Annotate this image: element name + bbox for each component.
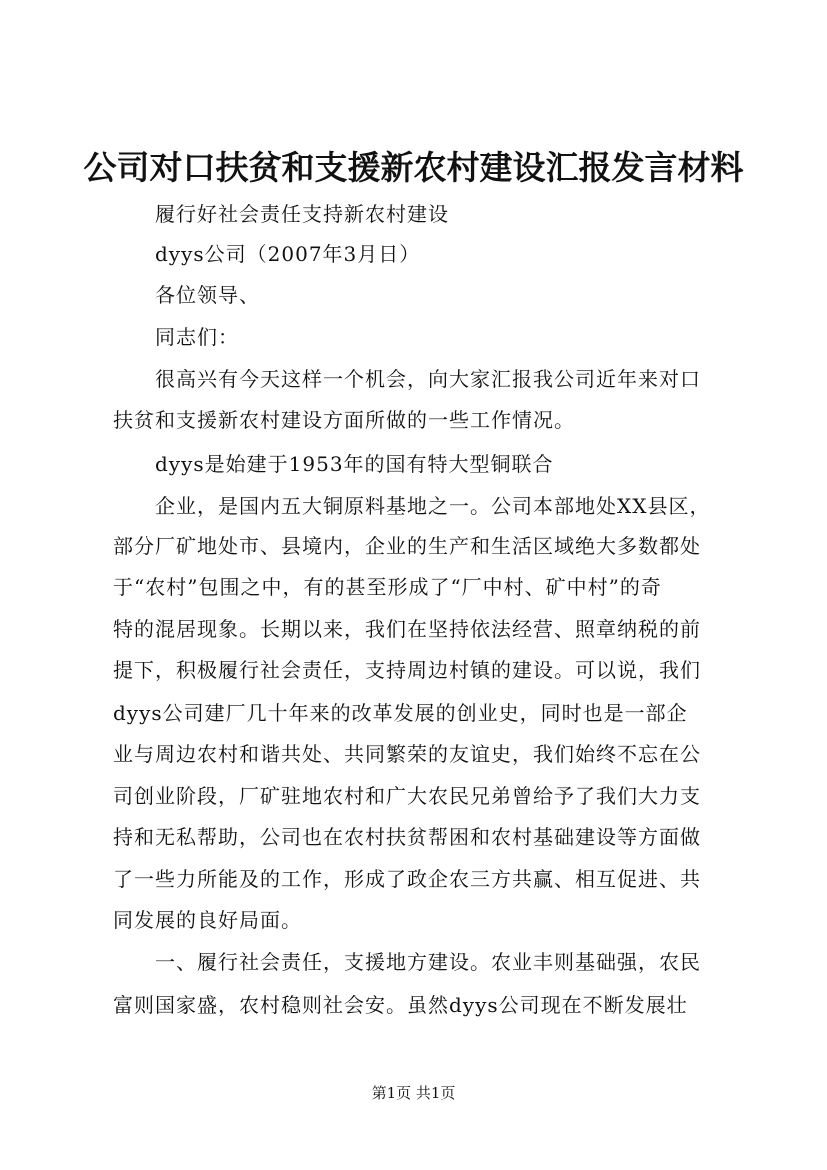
document-title: 公司对口扶贫和支援新农村建设汇报发言材料 [83,148,744,187]
text-line: 特的混居现象。长期以来，我们在坚持依法经营、照章纳税的前 [113,617,701,641]
text-line: dyys公司建厂几十年来的改革发展的创业史，同时也是一部企 [113,701,688,725]
page-number: 第1页 共1页 [371,1084,456,1102]
text-line: dyys公司（2007年3月日） [113,242,421,266]
text-line: 各位领导、 [113,283,260,307]
text-line: 部分厂矿地处市、县境内，企业的生产和生活区域绝大多数都处 [113,534,701,558]
text-line: 企业，是国内五大铜原料基地之一。公司本部地处XX县区， [113,494,711,518]
text-line: 很高兴有今天这样一个机会，向大家汇报我公司近年来对口 [113,367,701,391]
text-line: dyys是始建于1953年的国有特大型铜联合 [113,452,554,476]
text-line: 持和无私帮助，公司也在农村扶贫帮困和农村基础建设等方面做 [113,825,701,849]
text-line: 履行好社会责任支持新农村建设 [113,202,449,226]
text-line: 扶贫和支援新农村建设方面所做的一些工作情况。 [113,408,575,432]
text-line: 了一些力所能及的工作，形成了政企农三方共赢、相互促进、共 [113,867,701,891]
text-line: 同志们： [113,325,239,349]
text-line: 一、履行社会责任，支援地方建设。农业丰则基础强，农民 [113,950,701,974]
text-line: 同发展的良好局面。 [113,908,302,932]
text-line: 业与周边农村和谐共处、共同繁荣的友谊史，我们始终不忘在公 [113,742,701,766]
text-line: 提下，积极履行社会责任，支持周边村镇的建设。可以说，我们 [113,658,701,682]
text-line: 于“农村”包围之中，有的甚至形成了“厂中村、矿中村”的奇 [113,575,662,599]
text-line: 富则国家盛，农村稳则社会安。虽然dyys公司现在不断发展壮 [113,993,688,1017]
text-line: 司创业阶段，厂矿驻地农村和广大农民兄弟曾给予了我们大力支 [113,784,701,808]
